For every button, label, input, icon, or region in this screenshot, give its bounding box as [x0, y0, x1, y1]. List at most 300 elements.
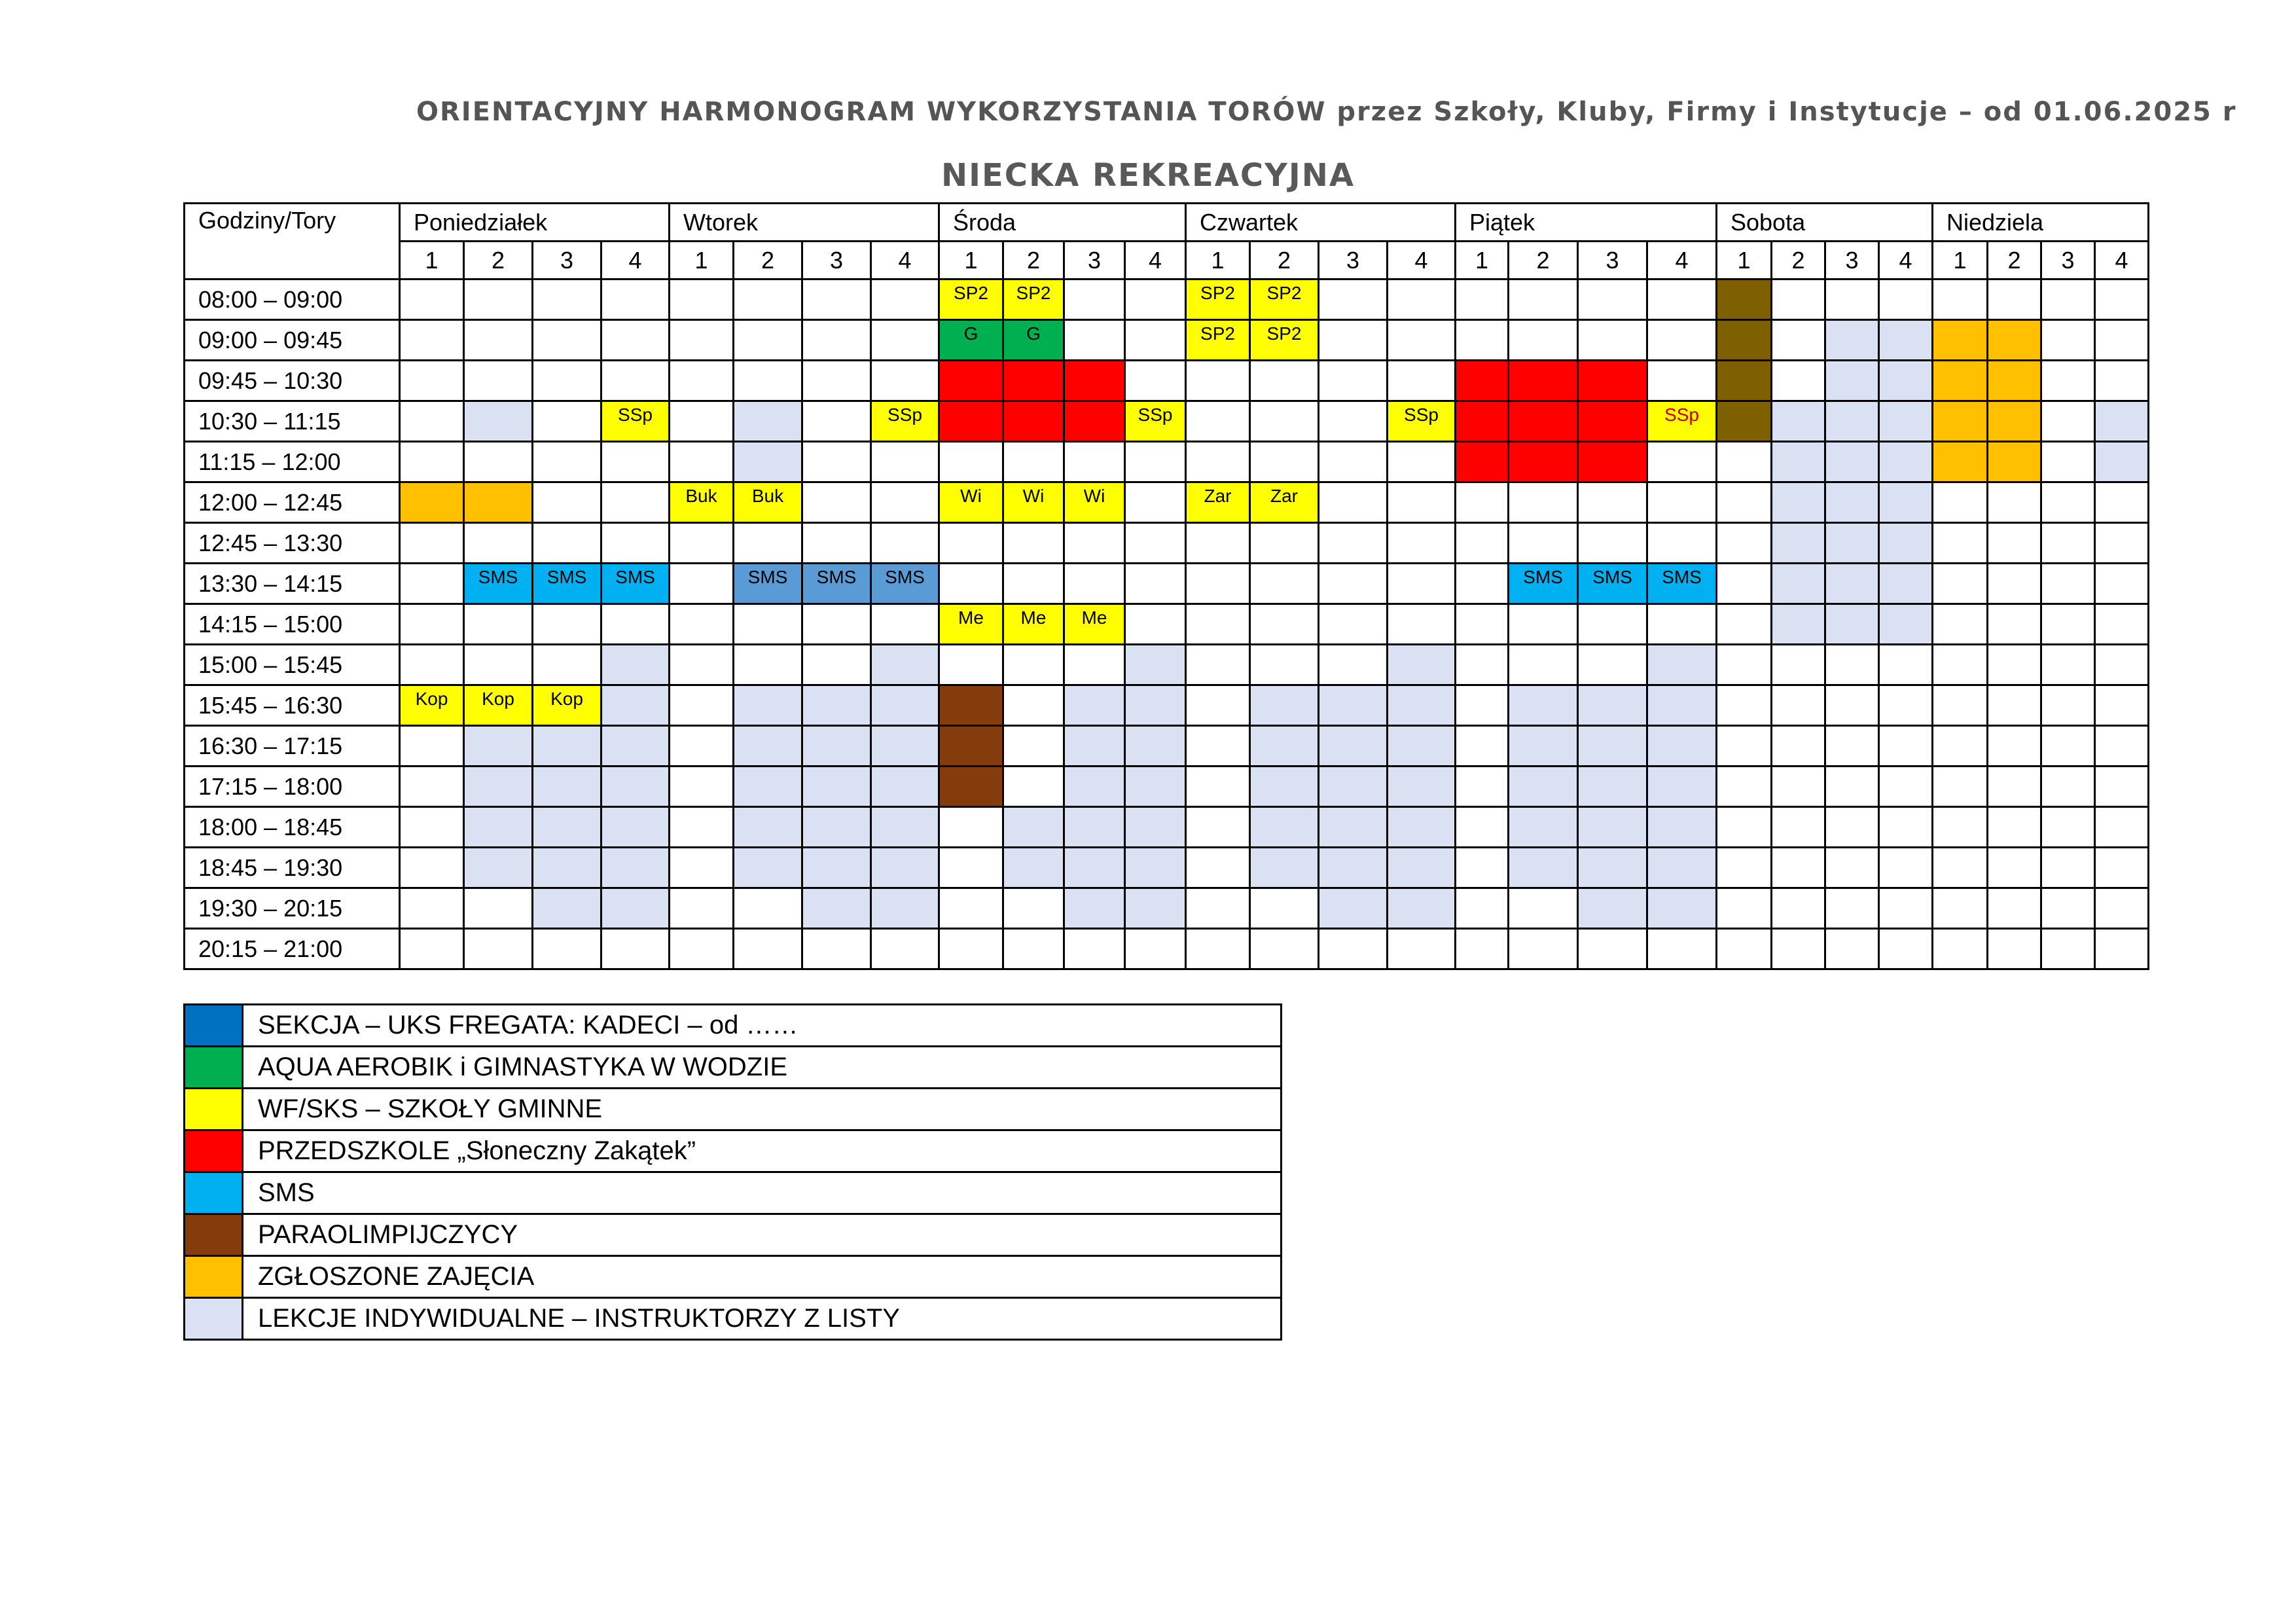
lane-cell: [1717, 726, 1772, 767]
lane-cell: Buk: [734, 482, 802, 523]
lane-number: 4: [1879, 242, 1933, 280]
lane-cell: [1456, 564, 1509, 604]
lane-cell: [1933, 726, 1988, 767]
lane-cell: [601, 280, 670, 320]
lane-cell: [1388, 564, 1456, 604]
lane-cell: SMS: [1647, 564, 1717, 604]
lane-cell: [533, 401, 601, 442]
lane-cell: [734, 645, 802, 685]
lane-cell: [464, 848, 533, 888]
lane-cell: [1125, 482, 1186, 523]
lane-cell: [2095, 482, 2149, 523]
lane-cell: [464, 767, 533, 807]
lane-cell: [734, 320, 802, 361]
lane-cell: [871, 726, 939, 767]
lane-number: 3: [802, 242, 871, 280]
legend-label: PARAOLIMPIJCZYCY: [243, 1214, 1282, 1256]
lane-cell: [1772, 482, 1825, 523]
lane-cell: [1933, 848, 1988, 888]
lane-cell: [1125, 807, 1186, 848]
lane-cell: [1825, 685, 1879, 726]
lane-cell: SSp: [1388, 401, 1456, 442]
lane-cell: [1250, 604, 1319, 645]
lane-cell: [1879, 604, 1933, 645]
lane-number: 2: [734, 242, 802, 280]
lane-cell: [1186, 361, 1250, 401]
lane-number: 1: [400, 242, 464, 280]
time-slot-row: [185, 523, 2149, 564]
lane-cell: [871, 807, 939, 848]
lane-cell: [1772, 807, 1825, 848]
lane-cell: [1186, 767, 1250, 807]
lane-cell: [1509, 320, 1578, 361]
lane-cell: [802, 361, 871, 401]
lane-cell: SMS: [533, 564, 601, 604]
lane-cell: [939, 645, 1003, 685]
lane-number: 1: [1933, 242, 1988, 280]
lane-cell: [1456, 726, 1509, 767]
lane-cell: [400, 361, 464, 401]
lane-cell: [734, 848, 802, 888]
time-slot-row: [185, 888, 2149, 929]
lane-cell: [1988, 888, 2041, 929]
lane-cell: [1456, 361, 1509, 401]
lane-cell: [1388, 320, 1456, 361]
lane-cell: [1988, 685, 2041, 726]
lane-cell: [1772, 320, 1825, 361]
lane-cell: SMS: [601, 564, 670, 604]
lane-cell: [1456, 807, 1509, 848]
lane-number: 3: [1578, 242, 1647, 280]
lane-cell: [1509, 280, 1578, 320]
lane-cell: [533, 361, 601, 401]
lane-cell: [1578, 604, 1647, 645]
lane-cell: [1772, 645, 1825, 685]
lane-cell: [1825, 767, 1879, 807]
lane-cell: [1319, 280, 1388, 320]
lane-cell: [464, 482, 533, 523]
lane-cell: [1879, 320, 1933, 361]
lane-cell: [1772, 523, 1825, 564]
lane-cell: [1509, 645, 1578, 685]
lane-cell: [939, 564, 1003, 604]
day-header: Niedziela: [1933, 204, 2149, 242]
lane-cell: [533, 726, 601, 767]
lane-cell: [1250, 767, 1319, 807]
lane-cell: [1319, 604, 1388, 645]
lane-cell: [1933, 564, 1988, 604]
lane-cell: [1647, 320, 1717, 361]
lane-cell: [533, 807, 601, 848]
lane-cell: G: [1003, 320, 1064, 361]
lane-cell: [1825, 645, 1879, 685]
lane-cell: [1988, 767, 2041, 807]
lane-cell: [2041, 888, 2095, 929]
legend-row: [185, 1005, 1282, 1047]
lane-cell: [1988, 929, 2041, 969]
lane-cell: [1772, 767, 1825, 807]
lane-cell: [1186, 564, 1250, 604]
lane-cell: [1578, 726, 1647, 767]
legend-swatch: [185, 1130, 243, 1172]
lane-number: 2: [1003, 242, 1064, 280]
lane-cell: [464, 645, 533, 685]
lane-cell: [1319, 685, 1388, 726]
lane-cell: [734, 767, 802, 807]
lane-cell: [939, 848, 1003, 888]
lane-cell: SP2: [939, 280, 1003, 320]
time-slot-label: 09:45 – 10:30: [185, 361, 400, 401]
lane-cell: [1933, 807, 1988, 848]
time-slot-row: [185, 442, 2149, 482]
lane-cell: [2041, 523, 2095, 564]
lane-cell: [1717, 442, 1772, 482]
lane-cell: [1717, 807, 1772, 848]
lane-cell: [1388, 848, 1456, 888]
lane-cell: [1186, 807, 1250, 848]
lane-cell: [1319, 645, 1388, 685]
time-slot-label: 16:30 – 17:15: [185, 726, 400, 767]
lane-cell: [1647, 361, 1717, 401]
lane-cell: [1647, 482, 1717, 523]
corner-header: Godziny/Tory: [185, 204, 400, 280]
lane-cell: [871, 320, 939, 361]
lane-cell: [601, 767, 670, 807]
time-slot-row: [185, 726, 2149, 767]
lane-cell: [2041, 604, 2095, 645]
lane-cell: [670, 848, 734, 888]
day-header: Sobota: [1717, 204, 1933, 242]
lane-number: 3: [533, 242, 601, 280]
lane-cell: [601, 442, 670, 482]
lane-cell: [802, 767, 871, 807]
lane-cell: [533, 604, 601, 645]
lane-cell: [1125, 523, 1186, 564]
lane-cell: [1772, 280, 1825, 320]
lane-cell: [1825, 888, 1879, 929]
lane-cell: [1647, 726, 1717, 767]
lane-cell: [871, 767, 939, 807]
legend-row: [185, 1047, 1282, 1089]
lane-cell: [400, 767, 464, 807]
lane-cell: [670, 807, 734, 848]
lane-number: 4: [1125, 242, 1186, 280]
lane-cell: [1509, 848, 1578, 888]
lane-cell: [533, 929, 601, 969]
lane-cell: [1772, 726, 1825, 767]
lane-cell: [2041, 401, 2095, 442]
time-slot-row: [185, 645, 2149, 685]
lane-cell: [1879, 361, 1933, 401]
legend-label: AQUA AEROBIK i GIMNASTYKA W WODZIE: [243, 1047, 1282, 1089]
lane-cell: SSp: [871, 401, 939, 442]
lane-cell: [670, 401, 734, 442]
lane-cell: [1879, 929, 1933, 969]
lane-cell: [1879, 442, 1933, 482]
lane-cell: [1717, 482, 1772, 523]
lane-cell: [1319, 726, 1388, 767]
lane-cell: [1509, 767, 1578, 807]
lane-cell: [601, 523, 670, 564]
lane-cell: [400, 848, 464, 888]
time-slot-row: [185, 564, 2149, 604]
time-slot-label: 11:15 – 12:00: [185, 442, 400, 482]
lane-cell: SSp: [1125, 401, 1186, 442]
lane-number: 4: [1388, 242, 1456, 280]
lane-cell: [1825, 564, 1879, 604]
lane-cell: [1388, 442, 1456, 482]
lane-cell: SMS: [734, 564, 802, 604]
lane-cell: [1003, 442, 1064, 482]
time-slot-label: 12:45 – 13:30: [185, 523, 400, 564]
lane-cell: [400, 401, 464, 442]
lane-cell: [2041, 929, 2095, 969]
lane-number: 1: [939, 242, 1003, 280]
lane-cell: [1186, 929, 1250, 969]
lane-cell: [670, 320, 734, 361]
lane-cell: [734, 604, 802, 645]
lane-cell: [1125, 888, 1186, 929]
lane-number: 2: [1988, 242, 2041, 280]
lane-cell: [1509, 685, 1578, 726]
lane-cell: [670, 929, 734, 969]
lane-cell: [2041, 482, 2095, 523]
lane-cell: [1509, 482, 1578, 523]
legend-swatch: [185, 1214, 243, 1256]
lane-cell: [533, 320, 601, 361]
lane-cell: [1578, 401, 1647, 442]
lane-cell: [1647, 442, 1717, 482]
lane-cell: [1003, 807, 1064, 848]
lane-cell: [1717, 645, 1772, 685]
lane-cell: [1319, 564, 1388, 604]
lane-cell: [1388, 361, 1456, 401]
lane-cell: [734, 888, 802, 929]
lane-cell: [1003, 645, 1064, 685]
time-slot-label: 12:00 – 12:45: [185, 482, 400, 523]
lane-cell: [464, 442, 533, 482]
lane-cell: [1456, 848, 1509, 888]
time-slot-row: [185, 848, 2149, 888]
lane-cell: [1988, 726, 2041, 767]
legend-swatch: [185, 1005, 243, 1047]
lane-cell: [1250, 564, 1319, 604]
lane-cell: [1250, 807, 1319, 848]
lane-cell: [1933, 604, 1988, 645]
lane-cell: [1933, 523, 1988, 564]
lane-cell: [2041, 442, 2095, 482]
lane-cell: [2095, 442, 2149, 482]
lane-cell: [1125, 564, 1186, 604]
lane-cell: [734, 361, 802, 401]
lane-cell: [2095, 807, 2149, 848]
lane-cell: [1186, 726, 1250, 767]
time-slot-label: 15:00 – 15:45: [185, 645, 400, 685]
lane-cell: [601, 726, 670, 767]
lane-cell: [1647, 807, 1717, 848]
lane-cell: [1064, 645, 1125, 685]
lane-cell: SP2: [1250, 280, 1319, 320]
lane-cell: [1456, 523, 1509, 564]
lane-cell: [1319, 888, 1388, 929]
lane-cell: [670, 604, 734, 645]
lane-cell: SMS: [464, 564, 533, 604]
time-slot-row: [185, 482, 2149, 523]
lane-cell: SSp: [1647, 401, 1717, 442]
lane-cell: [1319, 929, 1388, 969]
lane-cell: [1879, 280, 1933, 320]
lane-cell: [1825, 482, 1879, 523]
lane-cell: [1456, 482, 1509, 523]
lane-cell: [400, 929, 464, 969]
legend-row: [185, 1214, 1282, 1256]
lane-cell: [871, 523, 939, 564]
lane-cell: SMS: [802, 564, 871, 604]
lane-cell: [1064, 361, 1125, 401]
lane-cell: Me: [939, 604, 1003, 645]
lane-cell: [1003, 401, 1064, 442]
lane-cell: [1825, 320, 1879, 361]
lane-cell: [802, 604, 871, 645]
lane-cell: [1647, 280, 1717, 320]
lane-cell: [670, 767, 734, 807]
lane-cell: [1003, 848, 1064, 888]
lane-cell: [1125, 320, 1186, 361]
lane-cell: [1988, 848, 2041, 888]
lane-cell: [2041, 320, 2095, 361]
lane-cell: [1825, 604, 1879, 645]
lane-cell: [1003, 685, 1064, 726]
lane-cell: [1319, 767, 1388, 807]
lane-cell: [670, 280, 734, 320]
lane-cell: [400, 645, 464, 685]
lane-cell: [1933, 361, 1988, 401]
lane-cell: [1933, 442, 1988, 482]
lane-cell: [1250, 929, 1319, 969]
lane-cell: [1250, 401, 1319, 442]
lane-cell: [533, 645, 601, 685]
lane-cell: [1064, 929, 1125, 969]
day-header: Piątek: [1456, 204, 1717, 242]
lane-cell: [1578, 361, 1647, 401]
time-slot-row: [185, 361, 2149, 401]
legend-swatch: [185, 1172, 243, 1214]
lane-header-row: [185, 242, 2149, 280]
lane-cell: [1717, 888, 1772, 929]
lane-cell: [1509, 726, 1578, 767]
lane-cell: [1319, 361, 1388, 401]
lane-cell: [1717, 848, 1772, 888]
lane-number: 2: [1772, 242, 1825, 280]
lane-cell: [939, 361, 1003, 401]
lane-cell: [1003, 564, 1064, 604]
lane-cell: [533, 848, 601, 888]
lane-cell: [1879, 401, 1933, 442]
time-slot-row: [185, 807, 2149, 848]
lane-cell: [400, 604, 464, 645]
lane-cell: [1388, 888, 1456, 929]
lane-cell: [1456, 280, 1509, 320]
lane-cell: [1509, 442, 1578, 482]
lane-number: 3: [1319, 242, 1388, 280]
legend-swatch: [185, 1089, 243, 1130]
lane-cell: [1319, 807, 1388, 848]
lane-cell: [464, 604, 533, 645]
lane-cell: Buk: [670, 482, 734, 523]
lane-cell: [1933, 482, 1988, 523]
lane-cell: [601, 361, 670, 401]
legend-swatch: [185, 1256, 243, 1298]
lane-cell: [1186, 848, 1250, 888]
lane-cell: [1456, 888, 1509, 929]
lane-cell: [1578, 320, 1647, 361]
lane-cell: [1772, 888, 1825, 929]
lane-cell: [400, 888, 464, 929]
lane-cell: Zar: [1186, 482, 1250, 523]
lane-cell: [2041, 767, 2095, 807]
lane-cell: [871, 482, 939, 523]
lane-cell: [1879, 807, 1933, 848]
lane-cell: [1388, 523, 1456, 564]
lane-cell: [1717, 685, 1772, 726]
lane-cell: [1456, 320, 1509, 361]
time-slot-row: [185, 929, 2149, 969]
lane-cell: [1388, 726, 1456, 767]
lane-cell: [1578, 645, 1647, 685]
lane-cell: [1319, 401, 1388, 442]
lane-cell: [1717, 564, 1772, 604]
lane-cell: [871, 929, 939, 969]
lane-cell: [1772, 929, 1825, 969]
lane-cell: [1125, 645, 1186, 685]
lane-cell: [871, 442, 939, 482]
lane-cell: [2095, 848, 2149, 888]
lane-cell: [670, 442, 734, 482]
lane-number: 2: [464, 242, 533, 280]
lane-cell: [1825, 401, 1879, 442]
time-slot-label: 17:15 – 18:00: [185, 767, 400, 807]
lane-cell: [533, 767, 601, 807]
lane-cell: [400, 726, 464, 767]
lane-cell: [1064, 888, 1125, 929]
lane-cell: [871, 685, 939, 726]
lane-cell: [1456, 645, 1509, 685]
lane-cell: [871, 848, 939, 888]
lane-cell: [1319, 442, 1388, 482]
lane-cell: [1509, 361, 1578, 401]
lane-cell: [1933, 685, 1988, 726]
lane-cell: [1933, 929, 1988, 969]
lane-cell: [464, 320, 533, 361]
lane-cell: [802, 929, 871, 969]
lane-number: 3: [1825, 242, 1879, 280]
lane-cell: [670, 564, 734, 604]
lane-cell: [601, 320, 670, 361]
lane-cell: [1388, 280, 1456, 320]
lane-number: 2: [1509, 242, 1578, 280]
lane-cell: [1509, 401, 1578, 442]
lane-cell: [734, 442, 802, 482]
lane-cell: [1988, 564, 2041, 604]
lane-cell: [1125, 604, 1186, 645]
lane-cell: [1825, 442, 1879, 482]
legend-label: PRZEDSZKOLE „Słoneczny Zakątek”: [243, 1130, 1282, 1172]
time-slot-row: [185, 320, 2149, 361]
lane-cell: [1879, 685, 1933, 726]
lane-cell: [1717, 401, 1772, 442]
lane-cell: [1064, 523, 1125, 564]
lane-cell: [670, 685, 734, 726]
